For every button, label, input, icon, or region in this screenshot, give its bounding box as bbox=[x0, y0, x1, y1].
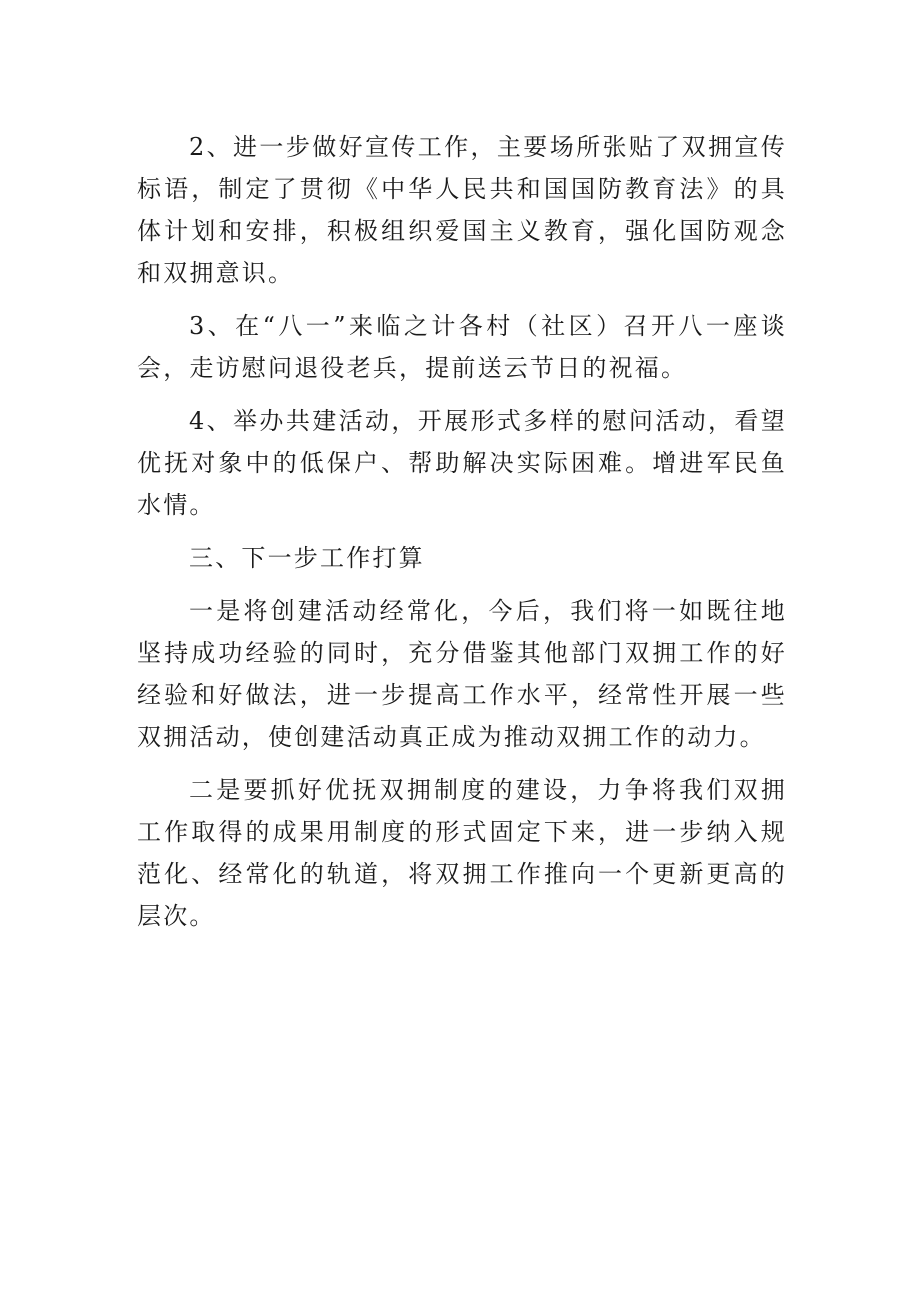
document-body bbox=[137, 126, 787, 948]
paragraph-plan-two: 二是要抓好优抚双拥制度的建设，力争将我们双拥工作取得的成果用制度的形式固定下来，进一步纳入规范化、经常化的轨道，将双拥工作推向一个更新更高的层次。 bbox=[137, 776, 787, 930]
paragraph-joint-activities: 4、举办共建活动，开展形式多样的慰问活动，看望优抚对象中的低保户、帮助解决实际困难。增进军民鱼水情。 bbox=[137, 407, 787, 519]
paragraph-plan-one: 一是将创建活动经常化，今后，我们将一如既往地坚持成功经验的同时，充分借鉴其他部门双拥工作的好经验和好做法，进一步提高工作水平，经常性开展一些双拥活动，使创建活动真正成为推动双拥工作的动力。 bbox=[137, 597, 787, 751]
paragraph-bayi-forum: 3、在“八一”来临之计各村（社区）召开八一座谈会，走访慰问退役老兵，提前送云节日的祝福。 bbox=[137, 312, 787, 382]
section-heading-next-steps: 三、下一步工作打算 bbox=[189, 544, 425, 572]
paragraph-publicity-work: 2、进一步做好宣传工作，主要场所张贴了双拥宣传标语，制定了贯彻《中华人民共和国国防教育法》的具体计划和安排，积极组织爱国主义教育，强化国防观念和双拥意识。 bbox=[137, 133, 787, 287]
